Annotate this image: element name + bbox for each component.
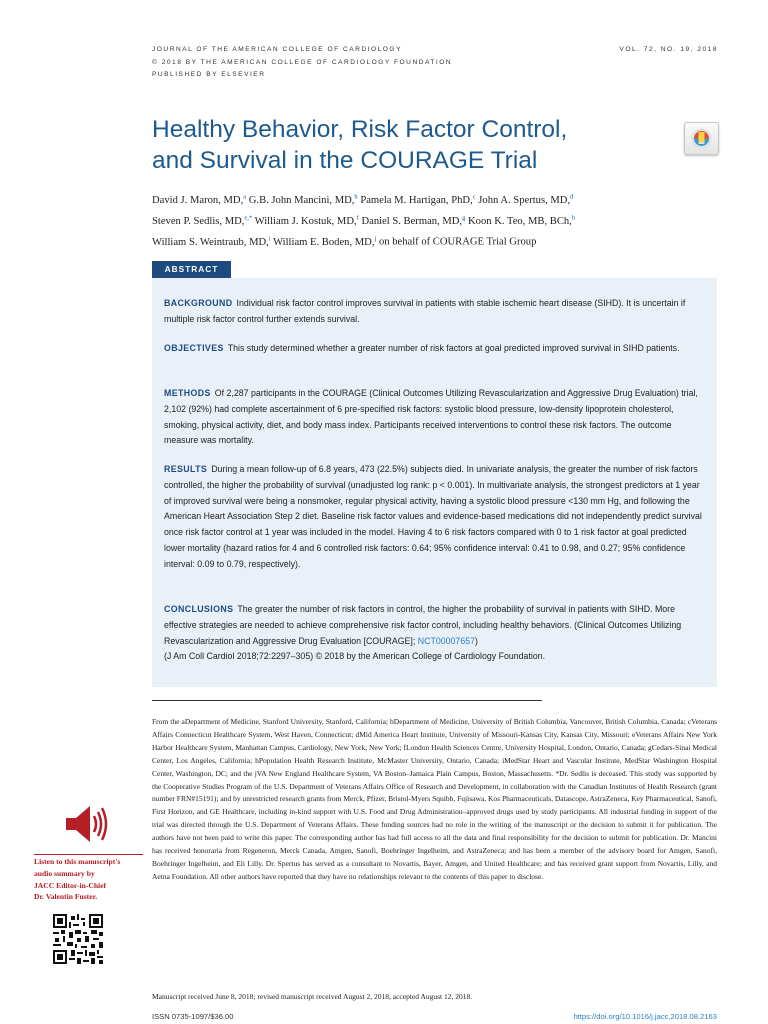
abstract-conclusions: CONCLUSIONS The greater the number of risk factors in control, the higher the probability of survival in patients with SIHD. More effective strategies are needed to achieve comprehensive risk factor control, including healthy behaviors. (Clinical Outcomes Utilizing Revascularization and Aggressive Drug Evaluation [COURAGE]; NCT00007657) (J Am Coll Cardiol 2018;72:2297–305) © 2018 by the American College of Cardiology Foundation. [164,604,682,662]
author-list [152,188,712,251]
methods-heading: METHODS [164,388,211,398]
author: William E. Boden, MD,$^j$ [273,235,377,248]
author: John A. Spertus, MD,$^d$ [478,193,574,206]
speaker-glyph [60,802,110,846]
audio-summary-note[interactable]: Listen to this manuscript's audio summary by JACC Editor-in-Chief Dr. Valentin Fuster. [34,856,144,903]
doi-link[interactable]: https://doi.org/10.1016/j.jacc.2018.08.2163 [573,1012,717,1021]
author: Steven P. Sedlis, MD,$^{e,*}$ [152,214,253,227]
author: G.B. John Mancini, MD,$^b$ [248,193,358,206]
author: William S. Weintraub, MD,$^i$ [152,235,271,248]
affiliations-footnote: From the aDepartment of Medicine, Stanford University, Stanford, California; bDepartment of Medicine, University of British Columbia, Vancouver, British Columbia, Canada; cVeterans Affairs Connecticut Healthcare System, West Haven, Connecticut; dMid America Heart Institute, University of Missouri-Kansas City, Kansas City, Missouri; eVeterans Affairs New York Harbor Healthcare System, Manhattan Campus, Cardiology, New York, New York; fLondon Health Sciences Centre, University Hospital, London, Ontario, Canada; gCedars-Sinai Medical Center, Los Angeles, California; hPopulation Health Research Institute, McMaster University, Ontario, Canada; iMedStar Heart and Vascular Institute, MedStar Washington Hospital Center, Washington, DC; and the jVA New England Healthcare System, VA Boston–Jamaica Plain Campus, Boston, Massachusetts. *Dr. Sedlis is deceased. This study was supported by the Cooperative Studies Program of the U.S. Department of Veterans Affairs Office of Research and Development, in collaboration with the Canadian Institutes of Health Research (grant number FRN#15191); and by unrestricted research grants from Merck, Pfizer, Bristol-Myers Squibb, Fujisawa, Kos Pharmaceuticals, Datascope, AstraZeneca, Key Pharmaceutical, Sanofi, First Horizon, and GE Healthcare, including in-kind support with U.S. Food and Drug Administration–approved drugs used by study participants. All industrial funding in support of the trial was directed through the U.S. Department of Veterans Affairs. These funding sources had no role in the writing of the manuscript or the decision to submit it for publication. The authors have not been paid to write this paper. The corresponding author has had full access to all the data and final responsibility for the decision to submit for publication. Dr. Mancini has received honoraria from Regeneron, Merck Canada, Amgen, Sanofi, Boehringer Ingelheim, and AstraZeneca; and has been a member of the advisory board for Amgen, Sanofi, Boehringer Ingelheim, and Eli Lilly. Dr. Spertus has served as a consultant to Novartis, Bayer, Amgen, and United Healthcare; and has received grant support from Novartis, Lilly, and Aetna Foundation. All other authors have reported that they have no relationships relevant to the contents of this paper to disclose. [152,717,717,881]
author: Koon K. Teo, MB, BCh,$^h$ [468,214,576,227]
masthead [152,44,718,82]
author: Pamela M. Hartigan, PhD,$^c$ [360,193,476,206]
journal-name: JOURNAL OF THE AMERICAN COLLEGE OF CARDIOLOGY [152,46,402,53]
volume-info: VOL. 72, NO. 19, 2018 [619,46,718,53]
abstract-tab: ABSTRACT [152,261,231,278]
abstract-objectives: OBJECTIVES This study determined whether a greater number of risk factors at goal predicted improved survival in SIHD patients. [164,343,680,353]
audio-note-rule [34,854,143,855]
manuscript-dates: Manuscript received June 8, 2018; revised manuscript received August 2, 2018, accepted August 12, 2018. [152,992,473,1001]
title-line-2: and Survival in the COURAGE Trial [152,147,538,174]
abstract-background: BACKGROUND Individual risk factor control improves survival in patients with stable ischemic heart disease (SIHD). It is uncertain if multiple risk factor control further extends survival. [164,298,686,324]
speaker-icon[interactable] [60,802,110,851]
publisher-line: PUBLISHED BY ELSEVIER [152,71,266,79]
qr-code-icon[interactable] [53,914,103,964]
authors-suffix: on behalf of COURAGE Trial Group [378,236,537,248]
title-line-1: Healthy Behavior, Risk Factor Control, [152,116,568,143]
abstract-results: RESULTS During a mean follow-up of 6.8 years, 473 (22.5%) subjects died. In univariate analysis, the greater the number of risk factors controlled, the higher the probability of survival (unadjusted log rank: p < 0.001). In multivariate analysis, the strongest predictors at 1 year of improved survival were being a nonsmoker, regular physical activity, having a systolic blood pressure <130 mm Hg, and following the American Heart Association Step 2 diet. Baseline risk factor values and evidence-based medications did not independently predict survival once risk factor control at 1 year was included in the model. Having 4 to 6 risk factors compared with 0 to 1 risk factor at goal predicted lower mortality (hazard ratios for 4 and 6 controlled risk factors: 0.64; 95% confidence interval: 0.41 to 0.98, and 0.27; 95% confidence interval: 0.09 to 0.79, respectively). [164,464,702,569]
trial-id-link[interactable]: NCT00007657 [417,635,475,646]
copyright-line: © 2018 BY THE AMERICAN COLLEGE OF CARDIOLOGY FOUNDATION [152,58,453,66]
conclusions-heading: CONCLUSIONS [164,604,234,614]
results-heading: RESULTS [164,464,208,474]
author: William J. Kostuk, MD,$^f$ [254,214,359,227]
author: Daniel S. Berman, MD,$^g$ [361,214,466,227]
abstract-methods: METHODS Of 2,287 participants in the COURAGE (Clinical Outcomes Utilizing Revascularization and Aggressive Drug Evaluation) trial, 2,102 (92%) had complete ascertainment of 6 pre-specified risk factors: systolic blood pressure, low-density lipoprotein cholesterol, smoking, physical activity, diet, and body mass index. Participants received interventions to control these risk factors. The outcome measure was mortality. [164,388,698,446]
citation-line: (J Am Coll Cardiol 2018;72:2297–305) © 2018 by the American College of Cardiology Foundation. [164,651,546,662]
issn-line: ISSN 0735-1097/$36.00 [152,1012,234,1021]
footnote-divider [152,700,542,701]
objectives-heading: OBJECTIVES [164,343,224,353]
article-title [152,114,652,176]
crossmark-icon[interactable] [684,122,719,155]
author: David J. Maron, MD,$^a$ [152,193,247,206]
background-heading: BACKGROUND [164,298,233,308]
crossmark-glyph [689,126,714,151]
